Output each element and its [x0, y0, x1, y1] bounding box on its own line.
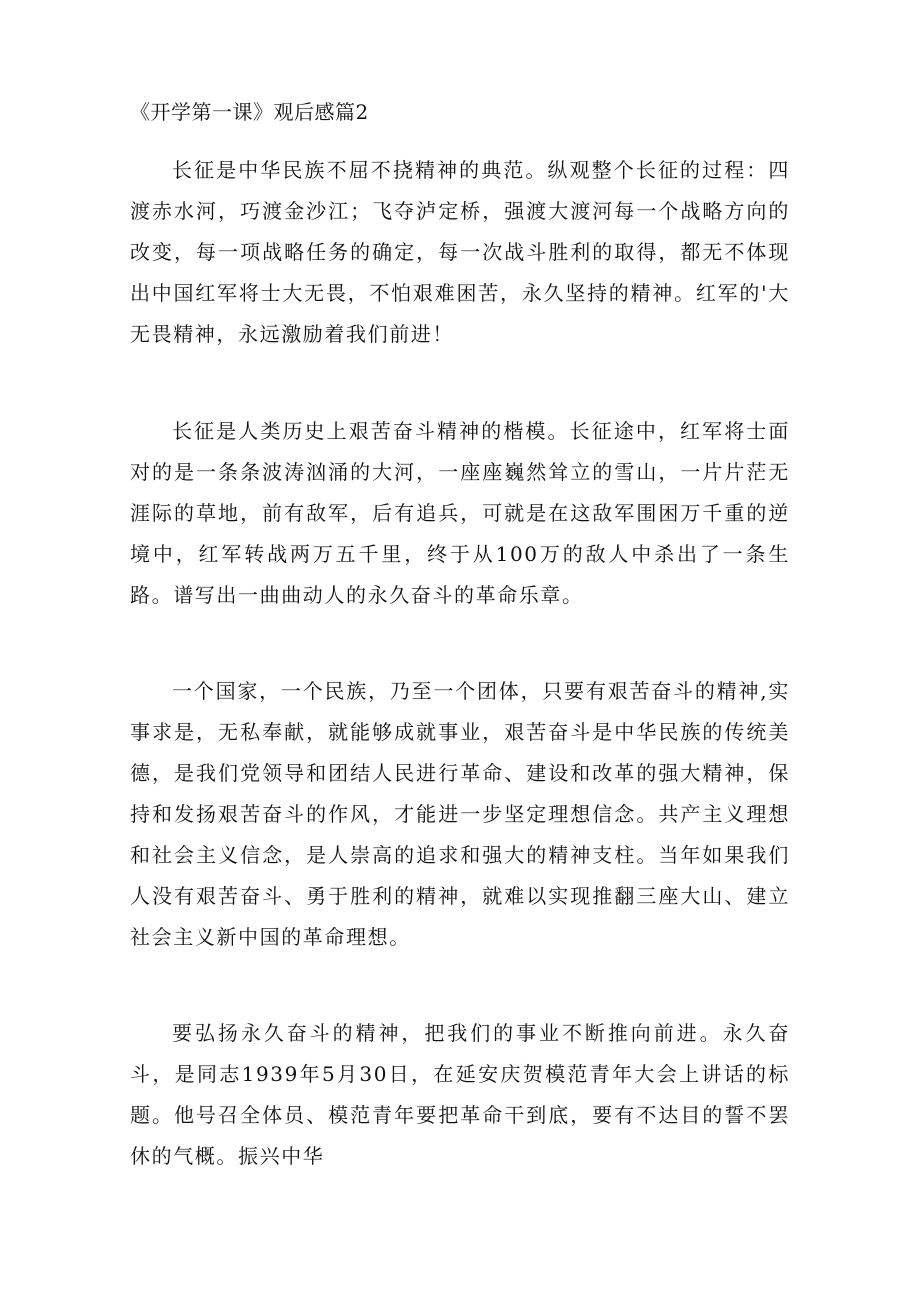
paragraph-3: 一个国家，一个民族，乃至一个团体，只要有艰苦奋斗的精神,实事求是，无私奉献，就能够成就事业，艰苦奋斗是中华民族的传统美德，是我们党领导和团结人民进行革命、建设和改革的强大精神，保持和发扬艰苦奋斗的作风，才能进一步坚定理想信念。共产主义理想和社会主义信念，是人崇高的追求和强大的精神支柱。当年如果我们人没有艰苦奋斗、勇于胜利的精神，就难以实现推翻三座大山、建立社会主义新中国的革命理想。	[130, 679, 790, 949]
document-title: 《开学第一课》观后感篇2	[130, 100, 369, 124]
paragraph-2: 长征是人类历史上艰苦奋斗精神的楷模。长征途中，红军将士面对的是一条条波涛汹涌的大河，一座座巍然耸立的雪山，一片片茫无涯际的草地，前有敌军，后有追兵，可就是在这敌军围困万千重的逆境中，红军转战两万五千里，终于从100万的敌人中杀出了一条生路。谱写出一曲曲动人的永久奋斗的革命乐章。	[130, 419, 790, 607]
paragraph-4: 要弘扬永久奋斗的精神，把我们的事业不断推向前进。永久奋斗，是同志1939年5月30日，在延安庆贺模范青年大会上讲话的标题。他号召全体员、模范青年要把革命干到底，要有不达目的誓不罢休的气概。振兴中华	[130, 1021, 790, 1168]
paragraph-1: 长征是中华民族不屈不挠精神的典范。纵观整个长征的过程：四渡赤水河，巧渡金沙江；飞夺泸定桥，强渡大渡河每一个战略方向的改变，每一项战略任务的确定，每一次战斗胜利的取得，都无不体现出中国红军将士大无畏，不怕艰难困苦，永久坚持的精神。红军的'大无畏精神，永远激励着我们前进！	[130, 158, 790, 346]
